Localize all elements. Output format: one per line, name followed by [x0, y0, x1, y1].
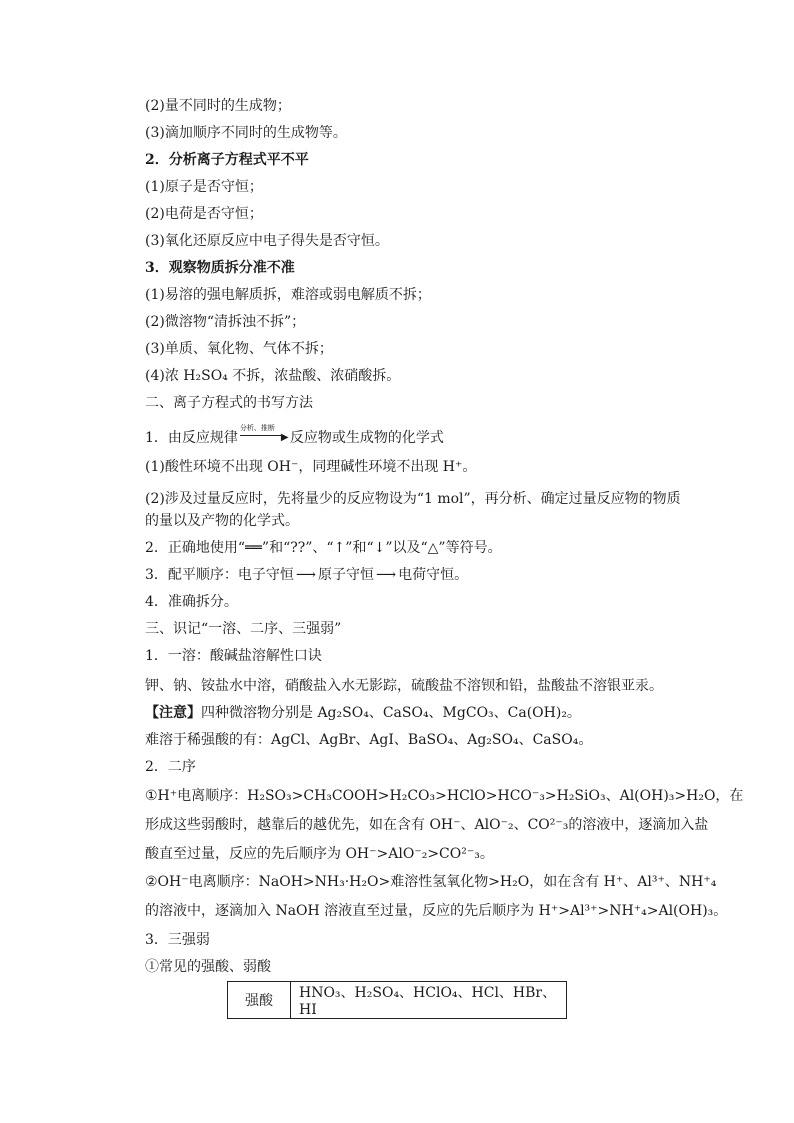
arrow-label: 分析、推断	[239, 424, 275, 432]
text-line: (1)酸性环境不出现 OH⁻，同理碱性环境不出现 H⁺。	[145, 459, 477, 475]
text-line: 的溶液中，逐滴加入 NaOH 溶液直至过量，反应的先后顺序为 H⁺>Al³⁺>NH⁺₄>Al(OH)₃。	[145, 903, 728, 919]
text-segment: 四种微溶物分别是 Ag₂SO₄、CaSO₄、MgCO₃、Ca(OH)₂。	[201, 705, 581, 721]
text-line: 钾、钠、铵盐水中溶，硝酸盐入水无影踪，硫酸盐不溶钡和铅，盐酸盐不溶银亚汞。	[145, 678, 663, 694]
text-line: 2．二序	[145, 759, 196, 775]
text-line: 3．三强弱	[145, 932, 210, 948]
text-line: (4)浓 H₂SO₄ 不拆，浓盐酸、浓硝酸拆。	[145, 368, 401, 384]
text-line: 难溶于稀强酸的有：AgCl、AgBr、AgI、BaSO₄、Ag₂SO₄、CaSO₄。	[145, 732, 593, 748]
arrow-icon: ⟶	[295, 567, 316, 583]
text-line: 2．正确地使用“══”和“??”、“↑”和“↓”以及“△”等符号。	[145, 540, 502, 556]
text-segment: 反应物或生成物的化学式	[289, 430, 444, 446]
text-line: (1)易溶的强电解质拆，难溶或弱电解质不拆；	[145, 287, 431, 303]
text-line: (2)微溶物“清拆浊不拆”；	[145, 314, 306, 330]
text-segment: 原子守恒	[318, 567, 374, 583]
section-heading: 3．观察物质拆分准不准	[145, 260, 295, 276]
reaction-arrow-icon: 分析、推断 ▶	[240, 426, 288, 444]
text-line: ①常见的强酸、弱酸	[145, 959, 271, 975]
text-line: (1)原子是否守恒；	[145, 179, 263, 195]
text-line: (3)氧化还原反应中电子得失是否守恒。	[145, 233, 389, 249]
section-heading: 2．分析离子方程式平不平	[145, 152, 309, 168]
text-line: 形成这些弱酸时，越靠后的越优先，如在含有 OH⁻、AlO⁻₂、CO²⁻₃的溶液中，逐滴加入盐	[145, 817, 709, 833]
text-line: (2)电荷是否守恒；	[145, 206, 263, 222]
text-segment: 电荷守恒。	[398, 567, 469, 583]
text-line-with-arrow	[145, 426, 444, 447]
text-line: 4．准确拆分。	[145, 594, 238, 610]
table-cell: HNO₃、H₂SO₄、HClO₄、HCl、HBr、HI	[291, 982, 567, 1019]
text-segment: 3．配平顺序：电子守恒	[145, 567, 294, 583]
text-line-with-arrows	[145, 566, 468, 584]
text-line: 1．一溶：酸碱盐溶解性口诀	[145, 648, 322, 664]
table-row-header: 强酸	[228, 982, 291, 1019]
text-segment: 1．由反应规律	[145, 430, 238, 446]
note-line	[145, 704, 581, 722]
text-line: (2)量不同时的生成物；	[145, 98, 291, 114]
text-line: ②OH⁻电离顺序：NaOH>NH₃·H₂O>难溶性氢氧化物>H₂O，如在含有 H⁺、Al³⁺、NH⁺₄	[145, 874, 717, 890]
section-title: 三、识记“一溶、二序、三强弱”	[145, 621, 342, 637]
text-line: (3)单质、氧化物、气体不拆；	[145, 341, 333, 357]
text-line: (2)涉及过量反应时，先将量少的反应物设为“1 mol”，再分析、确定过量反应物的物质	[145, 491, 681, 507]
text-line: 的量以及产物的化学式。	[145, 513, 299, 529]
text-line: 酸直至过量，反应的先后顺序为 OH⁻>AlO⁻₂>CO²⁻₃。	[145, 846, 494, 862]
note-label: 【注意】	[145, 705, 201, 721]
section-title: 二、离子方程式的书写方法	[145, 395, 313, 411]
table-row	[228, 982, 567, 1019]
strong-acid-table	[227, 981, 567, 1019]
text-line: ①H⁺电离顺序：H₂SO₃>CH₃COOH>H₂CO₃>HClO>HCO⁻₃>H₂SiO₃、Al(OH)₃>H₂O，在	[145, 788, 744, 804]
text-line: (3)滴加顺序不同时的生成物等。	[145, 125, 347, 141]
arrow-icon: ⟶	[376, 567, 397, 583]
